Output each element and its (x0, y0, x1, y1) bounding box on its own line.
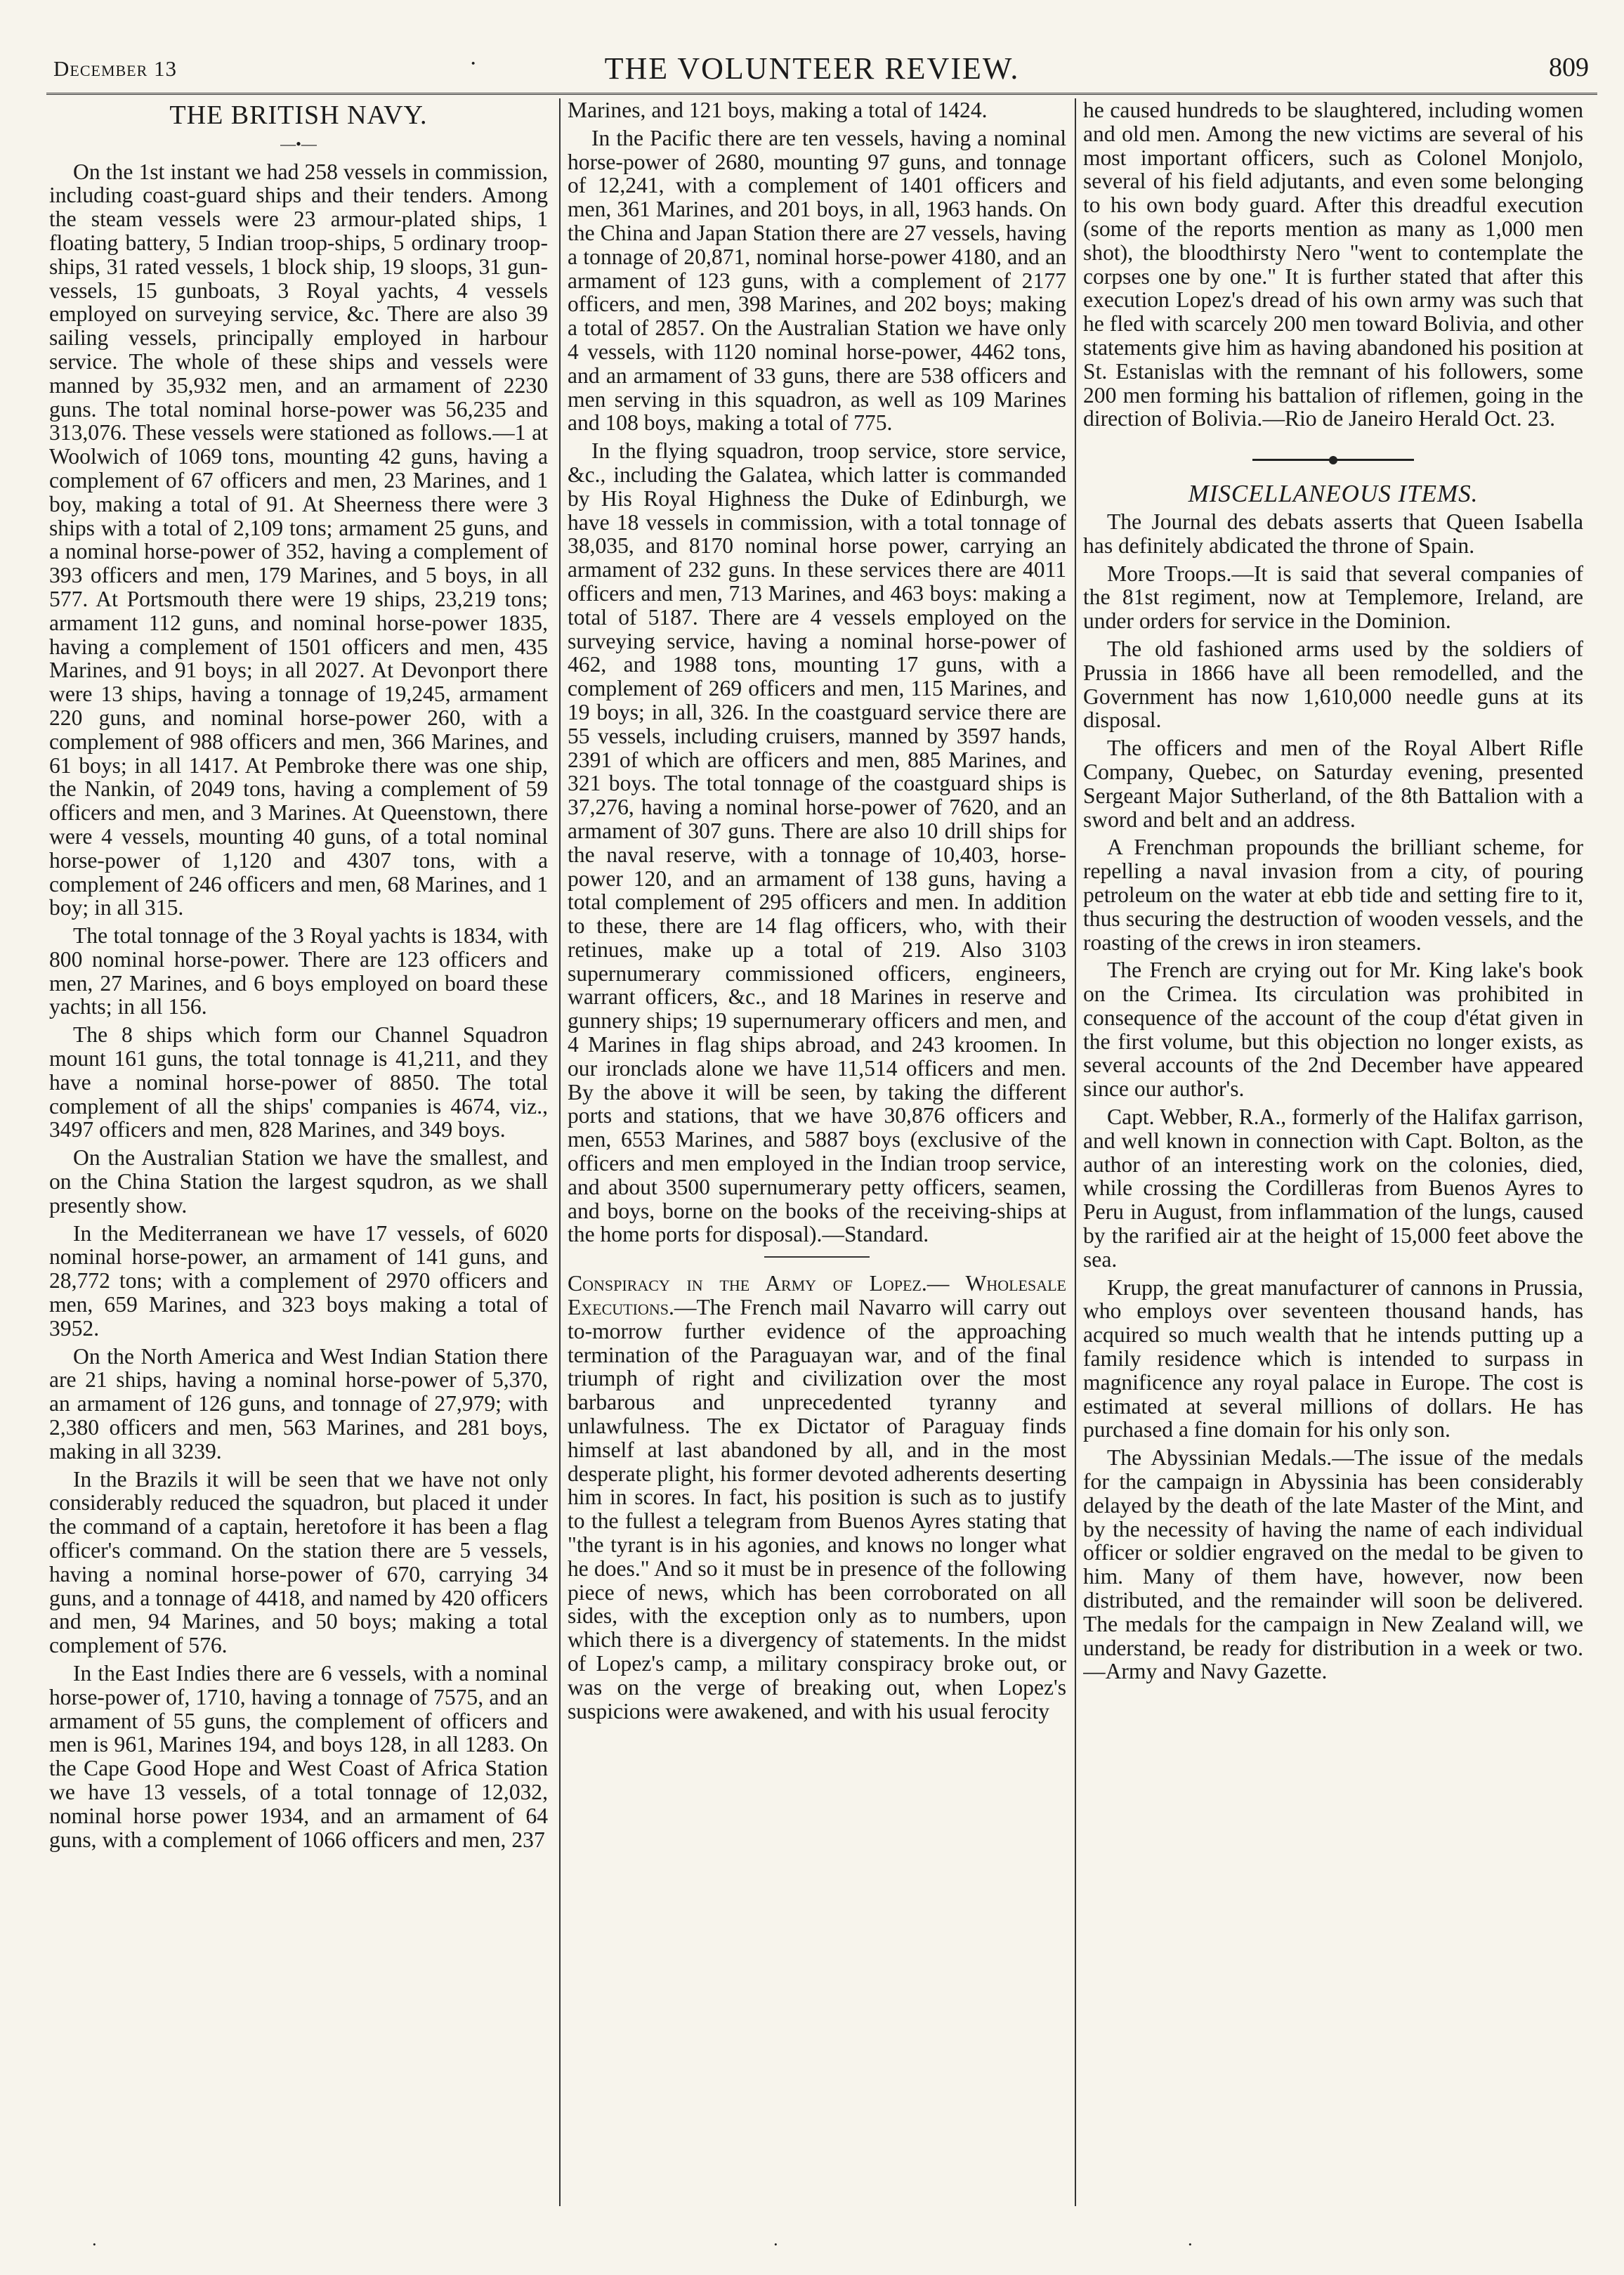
article-paragraph: he caused hundreds to be slaughtered, including women and old men. Among the new victims are several of his most important officers, such as Colonel Monjolo, several of his field adjutants, and even some belonging to his own body guard. After this dreadful execution (some of the reports mention as many as 1,000 men shot), the bloodthirsty Nero "went to contemplate the corpses one by one." It is further stated that after this execution Lopez's dread of his own army was such that he fled with scarcely 200 men toward Bolivia, and other statements give him as having abandoned his position at St. Estanislas with the remnant of his followers, some 200 men forming his battalion of riflemen, going in the direction of Bolivia.—Rio de Janeiro Herald Oct. 23. (1083, 98, 1583, 431)
misc-item: The officers and men of the Royal Albert Rifle Company, Quebec, on Saturday evening, presented Sergeant Major Sutherland, of the 8th Battalion with a sword and belt and an address. (1083, 736, 1583, 832)
misc-item: The French are crying out for Mr. King lake's book on the Crimea. Its circulation was prohibited in consequence of the account of the coup d'état given in the first volume, but this objection no longer exists, as several accounts of the 2nd December have appeared since our author's. (1083, 958, 1583, 1102)
misc-item: A Frenchman propounds the brilliant scheme, for repelling a naval invasion from a city, of pouring petroleum on the water at ebb tide and setting fire to it, thus securing the destruction of wooden vessels, and the roasting of the crews in iron steamers. (1083, 835, 1583, 955)
article-paragraph: In the flying squadron, troop service, store service, &c., including the Galatea, which latter is commanded by His Royal Highness the Duke of Edinburgh, we have 18 vessels in commission, with a total tonnage of 38,035, and 8170 nominal horse power, carrying an armament of 232 guns. In these services there are 4011 officers and men, 713 Marines, and 463 boys: making a total of 5187. There are 4 vessels employed on the surveying service, having a nominal horse-power of 462, and 1988 tons, mounting 17 guns, with a complement of 269 officers and men, 115 Marines, and 19 boys; in all, 326. In the coastguard service there are 55 vessels, including cruisers, manned by 3597 hands, 2391 of which are officers and men, 885 Marines, and 321 boys. The total tonnage of the coastguard ships is 37,276, having a nominal horse-power of 7620, and an armament of 307 guns. There are also 10 drill ships for the naval reserve, with a tonnage of 10,403, horse-power 120, and an armament of 138 guns, having a total complement of 295 officers and men. In addition to these, there are 14 flag officers, who, with their retinues, make up a total of 219. Also 3103 supernumerary commissioned officers, engineers, warrant officers, &c., and 18 Marines in reserve and gunnery ships; 19 supernumerary officers and men, and 4 Marines in flag ships abroad, and 243 kroomen. In our ironclads alone we have 11,514 officers and men. By the above it will be seen, by taking the different ports and stations, that we have 30,876 officers and men, 6553 Marines, and 5887 boys (exclusive of the officers and men employed in the Indian troop service, and about 3500 supernumerary petty officers, seamen, and boys, borne on the books of the receiving-ships at the home ports for disposal).—Standard. (568, 438, 1066, 1247)
page-footer (0, 2234, 1624, 2255)
article-paragraph: The total tonnage of the 3 Royal yachts is 1834, with 800 nominal horse-power. There are 123 officers and men, 27 Marines, and 6 boys employed on board these yachts; in all 156. (49, 923, 548, 1019)
publication-title: THE VOLUNTEER REVIEW. (604, 51, 1020, 86)
footer-dot: · (773, 2234, 779, 2255)
article-paragraph: In the Brazils it will be seen that we have not only considerably reduced the squadron, but placed it under the command of a captain, heretofore it has been a flag officer's command. On the station there are 5 vessels, having a nominal horse-power of 670, carrying 34 guns, and a tonnage of 4418, and named by 420 officers and men, 94 Marines, and 50 boys; making a total complement of 576. (49, 1466, 548, 1658)
article-paragraph: In the Mediterranean we have 17 vessels, of 6020 nominal horse-power, an armament of 141 guns, and 28,772 tons; with a complement of 2970 officers and men, 659 Marines, and 323 boys making a total of 3952. (49, 1220, 548, 1341)
misc-item: The Journal des debats asserts that Queen Isabella has definitely abdicated the throne of Spain. (1083, 509, 1583, 558)
article-paragraph: Marines, and 121 boys, making a total of 1424. (568, 98, 988, 122)
column-divider-2 (1075, 98, 1076, 2206)
column-1 (49, 98, 548, 2206)
column-3 (1083, 98, 1583, 2206)
conspiracy-body: The French mail Navarro will carry out to-morrow further evidence of the approaching termination of the Paraguayan war, and of the final triumph of right and civilization over the most barbarous and unprecedented tyranny and unlawfulness. The ex Dictator of Paraguay finds himself at last abandoned by all, and in the most desperate plight, his former devoted adherents deserting him in scores. In fact, his position is such as to justify to the fullest a telegram from Buenos Ayres stating that "the tyrant is in his agonies, and knows no longer what he does." And so it must be in presence of the following piece of news, which has been corroborated on all sides, with the exception only as to numbers, upon which there is a divergency of statements. In the midst of Lopez's camp, a military conspiracy broke out, or was on the verge of breaking out, when Lopez's suspicions were awakened, and with his usual ferocity (568, 1295, 1066, 1723)
header-dot: · (469, 51, 478, 77)
issue-date: December 13 (53, 56, 178, 81)
section-rule (764, 1256, 870, 1258)
column-2 (568, 98, 1066, 2206)
misc-item: The old fashioned arms used by the soldiers of Prussia in 1866 have all been remodelled, and the Government has now 1,610,000 needle guns at its disposal. (1083, 636, 1583, 733)
article-paragraph: On the North America and West Indian Station there are 21 ships, having a nominal horse-power of 5,370, an armament of 126 guns, and tonnage of 27,979; with 2,380 officers and men, 563 Marines, and 281 boys, making in all 3239. (49, 1343, 548, 1464)
title-ornament: —•— (280, 134, 317, 152)
article-paragraph: In the Pacific there are ten vessels, having a nominal horse-power of 2680, mounting 97 guns, and tonnage of 12,241, with a complement of 1401 officers and men, 361 Marines, and 201 boys, in all, 1963 hands. On the China and Japan Station there are 27 vessels, having a tonnage of 20,871, nominal horse-power 4180, and an armament of 123 guns, with a complement of 2177 officers, and men, 398 Marines, and 202 boys; making a total of 2857. On the Australian Station we have only 4 vessels, with 1120 nominal horse-power, 4462 tons, and an armament of 33 guns, there are 538 officers and men serving in this squadron, as well as 109 Marines and 108 boys, making a total of 775. (568, 125, 1066, 436)
article-paragraph: On the 1st instant we had 258 vessels in commission, including coast-guard ships and their tenders. Among the steam vessels were 23 armour-plated ships, 1 floating battery, 5 Indian troop-ships, 5 ordinary troop-ships, 31 rated vessels, 1 block ship, 19 sloops, 31 gun-vessels, 15 gunboats, 3 Royal yachts, 4 vessels employed on surveying service, &c. There are also 39 sailing vessels, principally employed in harbour service. The whole of these ships and vessels were manned by 35,932 men, and an armament of 2230 guns. The total nominal horse-power was 56,235 and 313,076. These vessels were stationed as follows.—1 at Woolwich of 1069 tons, mounting 42 guns, having a complement of 67 officers and men, 23 Marines, and 1 boy, making a total of 91. At Sheerness there were 3 ships with a total of 2,109 tons; armament 25 guns, and a nominal horse-power of 352, having a complement of 393 officers and men, 179 Marines, and 5 boys, in all 577. At Portsmouth there were 19 ships, 23,219 tons; armament 112 guns, and nominal horse-power 1835, having a complement of 1501 officers and men, 435 Marines, and 91 boys; in all 2027. At Devonport there were 13 ships, having a tonnage of 19,245, armament 220 guns, and nominal horse-power 260, with a complement of 988 officers and men, 366 Marines, and 61 boys; in all 1417. At Pembroke there was one ship, the Nankin, of 2049 tons, having a complement of 59 officers and men, and 3 Marines. At Queenstown, there were 4 vessels, mounting 40 guns, of a total nominal horse-power of 1,120 and 4307 tons, with a complement of 246 officers and men, 68 Marines, and 1 boy; in all 315. (49, 159, 548, 920)
misc-items-title: MISCELLANEOUS ITEMS. (1188, 480, 1479, 508)
page-number: 809 (1549, 53, 1589, 82)
misc-item: More Troops.—It is said that several companies of the 81st regiment, now at Templemore, Ireland, are under orders for service in the Dominion. (1083, 561, 1583, 634)
article-paragraph: On the Australian Station we have the smallest, and on the China Station the largest squdron, as we shall presently show. (49, 1145, 548, 1218)
section-divider (1252, 459, 1414, 461)
header-rule (46, 93, 1597, 95)
conspiracy-article (568, 1272, 1066, 1723)
misc-item: Krupp, the great manufacturer of cannons in Prussia, who employs over seventeen thousand hands, has acquired so much wealth that he intends putting up a family residence which is intended to surpass in magnificence any royal palace in Europe. The cost is estimated at several millions of dollars. He has purchased a fine domain for his only son. (1083, 1275, 1583, 1442)
page-header (28, 46, 1596, 91)
article-paragraph: The 8 ships which form our Channel Squadron mount 161 guns, the total tonnage is 41,211, and they have a nominal horse-power of 8850. The total complement of all the ships' companies is 4674, viz., 3497 officers and men, 828 Marines, and 349 boys. (49, 1022, 548, 1142)
misc-item: The Abyssinian Medals.—The issue of the medals for the campaign in Abyssinia has been considerably delayed by the death of the late Master of the Mint, and by the necessity of having the name of each individual officer or soldier engraved on the medal to be given to him. Many of them have, however, now been distributed, and the remainder will soon be delivered. The medals for the campaign in New Zealand will, we understand, be ready for distribution in a week or two.—Army and Navy Gazette. (1083, 1445, 1583, 1684)
conspiracy-headline: Conspiracy in the Army of Lopez.— Wholesale Executions.— (568, 1271, 1066, 1320)
footer-dot: · (1187, 2234, 1193, 2255)
article-title-british-navy: THE BRITISH NAVY. (169, 100, 428, 130)
misc-item: Capt. Webber, R.A., formerly of the Halifax garrison, and well known in connection with Capt. Bolton, as the author of an interesting work on the colonies, died, while crossing the Cordilleras from Buenos Ayres to Peru in August, from inflammation of the lungs, caused by the rarified air at the height of 15,000 feet above the sea. (1083, 1104, 1583, 1272)
footer-dot: · (91, 2234, 98, 2255)
column-divider-1 (559, 98, 561, 2206)
article-paragraph: In the East Indies there are 6 vessels, with a nominal horse-power of, 1710, having a tonnage of 7575, and an armament of 55 guns, the complement of officers and men is 961, Marines 194, and boys 128, in all 1283. On the Cape Good Hope and West Coast of Africa Station we have 13 vessels, of a total tonnage of 12,032, nominal horse power 1934, and an armament of 64 guns, with a complement of 1066 officers and men, 237 (49, 1661, 548, 1852)
